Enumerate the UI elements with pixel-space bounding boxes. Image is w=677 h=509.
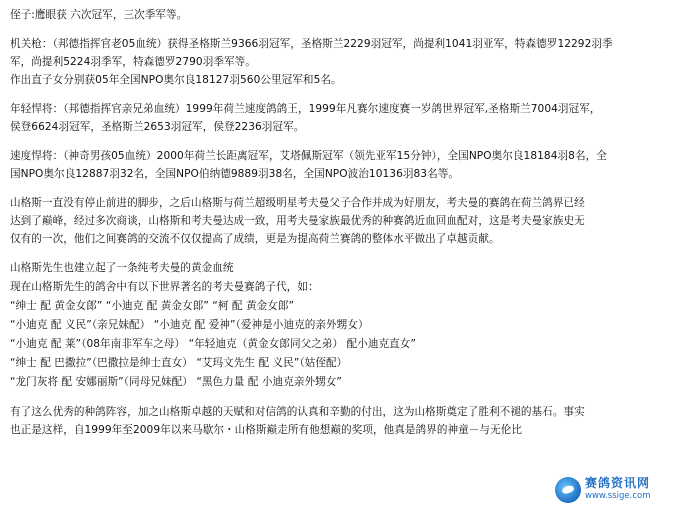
paragraph-nephew <box>10 6 672 24</box>
text-line: 山格斯一直没有停止前进的脚步，之后山格斯与荷兰超级明星考夫曼父子合作并成为好朋友，考夫曼的赛鸽在荷兰鸽界已经 <box>10 197 585 209</box>
text-line: 年轻悍将：（邦德指挥官亲兄弟血统）1999年荷兰速度鸽鸽王，1999年凡赛尔速度赛一岁鸽世界冠军,圣格斯兰7004羽冠军， <box>10 103 601 115</box>
paragraph-kaufman-cooperation <box>10 194 672 248</box>
pairing-line: “小迪克 配 莱”（08年南非军车之母） “年轻迪克（黄金女郎同父之弟） 配小迪克直女” <box>10 338 416 350</box>
pairing-line: “绅士 配 巴撒拉”（巴撒拉是绅士直女） “艾玛文先生 配 义民”（姑侄配） <box>10 357 348 369</box>
text-line: 机关枪：（邦德指挥官老05血统）获得圣格斯兰9366羽冠军，圣格斯兰2229羽冠军，尚提利1041羽亚军，特森德罗12292羽季 <box>10 38 613 50</box>
paragraph-conclusion <box>10 403 672 439</box>
text-line: 有了这么优秀的种鸽阵容，加之山格斯卓越的天赋和对信鸽的认真和辛勤的付出，这为山格斯奠定了胜利不褪的基石。事实 <box>10 406 585 418</box>
pairing-line: “绅士 配 黄金女郎” “小迪克 配 黄金女郎” “柯 配 黄金女郎” <box>10 300 295 312</box>
text-line: 侯登6624羽冠军，圣格斯兰2653羽冠军，侯登2236羽冠军。 <box>10 121 305 133</box>
text-line: 现在山格斯先生的鸽舍中有以下世界著名的考夫曼赛鸽子代，如： <box>10 281 319 293</box>
text-line: 达到了巅峰，经过多次商谈，山格斯和考夫曼达成一致，用考夫曼家族最优秀的种赛鸽近血回血配对，这是考夫曼家族史无 <box>10 215 585 227</box>
paragraph-golden-bloodline <box>10 259 672 392</box>
pairing-line: “小迪克 配 义民”（亲兄妹配） “小迪克 配 爱神”（爱神是小迪克的亲外甥女） <box>10 319 369 331</box>
text-line: 国NPO奥尔良12887羽32名，全国NPO伯纳德9889羽38名，全国NPO波治10136羽83名等。 <box>10 168 460 180</box>
text-line: 也正是这样，自1999年至2009年以来马歇尔・山格斯巅走所有他想巅的奖项，他真是鸽界的神童－与无伦比 <box>10 424 522 436</box>
site-watermark <box>553 473 673 507</box>
text-line: 侄子:鹰眼获 六次冠军，三次季军等。 <box>10 9 188 21</box>
text-line: 仅有的一次，他们之间赛鸽的交流不仅仅提高了成绩，更是为提高荷兰赛鸽的整体水平做出了卓越贡献。 <box>10 233 500 245</box>
text-line: 军，尚提利5224羽季军，特森德罗2790羽季军等。 <box>10 56 256 68</box>
text-line: 作出直子女分别获05年全国NPO奥尔良18127羽560公里冠军和5名。 <box>10 74 342 86</box>
paragraph-speed-general <box>10 147 672 183</box>
pigeon-logo-icon <box>555 477 581 503</box>
article-body <box>10 6 672 439</box>
paragraph-machine-gun <box>10 35 672 89</box>
text-line: 山格斯先生也建立起了一条纯考夫曼的黄金血统 <box>10 262 234 274</box>
pairing-line: “龙门灰将 配 安娜丽斯”（同母兄妹配） “黑色力量 配 小迪克亲外甥女” <box>10 376 342 388</box>
paragraph-young-general <box>10 100 672 136</box>
watermark-url: www.ssige.com <box>585 491 651 501</box>
text-line: 速度悍将：（神奇男孩05血统）2000年荷兰长距离冠军，艾塔佩斯冠军（领先亚军15分钟），全国NPO奥尔良18184羽8名，全 <box>10 150 607 162</box>
watermark-title: 赛鸽资讯网 <box>585 476 651 490</box>
